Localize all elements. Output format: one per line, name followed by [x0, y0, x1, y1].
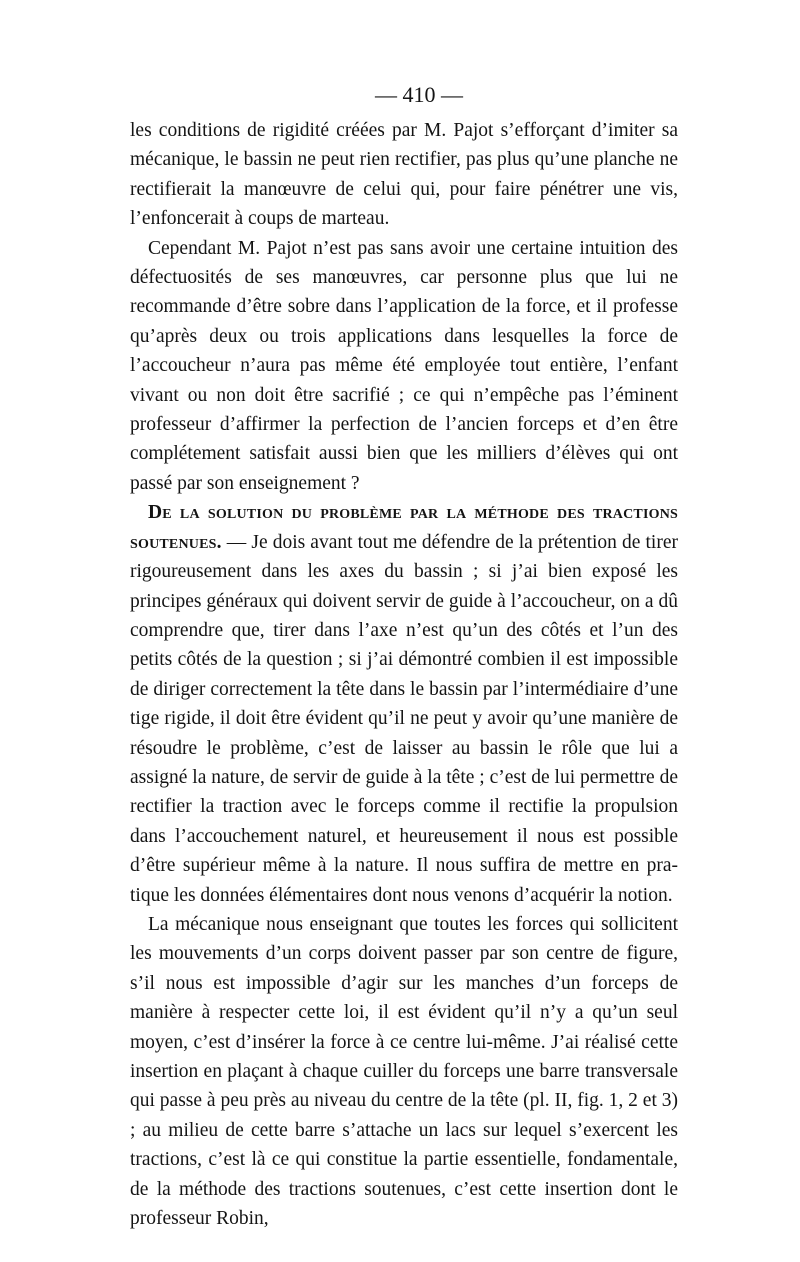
section-heading: De la solution du problème par la méthode des tractions soutenues. [130, 502, 678, 553]
paragraph-continuation: les conditions de rigidité créées par M. Pajot s’efforçant d’imiter sa mécanique, le bassin ne peut rien rectifier, pas plus qu’une planche ne rectifierait la manœuvre de celui qui, pour faire pénétrer une vis, l’enfoncerait à coups de marteau. [130, 120, 678, 230]
paragraph-mechanics: La mécanique nous enseignant que toutes les forces qui sollicitent les mouvements d’un corps doivent passer par son centre de figure, s’il nous est impossible d’agir sur les manches d’un forceps de manière à respecter cette loi, il est évident qu’il n’y a qu’un seul moyen, c’est d’insérer la force à ce centre lui-même. J’ai réalisé cette insertion en plaçant à chaque cuiller du forceps une barre transversale qui passe à peu près au niveau du centre de la tête (pl. II, fig. 1, 2 et 3) ; au milieu de cette barre s’attache un lacs sur lequel s’exercent les tractions, c’est là ce qui constitue la partie essentielle, fondamentale, de la méthode des tractions soutenues, c’est cette insertion dont le professeur Robin, [130, 913, 678, 1230]
paragraph-solution [130, 498, 678, 910]
book-page [130, 80, 678, 1233]
page-number: — 410 — [375, 82, 463, 107]
section-body: — Je dois avant tout me défendre de la prétention de tirer rigoureusement dans les axes du bassin ; si j’ai bien exposé les principes généraux qui doivent servir de guide à l’accoucheur, on a dû comprendre que, tirer dans l’axe n’est qu’un des côtés et l’un des petits côtés de la question ; si j’ai démontré combien il est impossible de diriger correctement la tête dans le bassin par l’intermédiaire d’une tige rigide, il doit être évident qu’il ne peut y avoir qu’une manière de résoudre le problème, c’est de laisser au bassin le rôle que lui a assigné la nature, de servir de guide à la tête ; c’est de lui permettre de rectifier la traction avec le forceps comme il rectifie la propulsion dans l’accouchement naturel, et heureusement il nous est possible d’être supérieur même à la nature. Il nous suffira de mettre en pratique les données élémentaires dont nous venons d’acquérir la notion. [130, 531, 678, 906]
paragraph-pajot-intuition: Cependant M. Pajot n’est pas sans avoir une certaine intuition des défectuosités de ses manœuvres, car personne plus que lui ne recommande d’être sobre dans l’application de la force, et il professe qu’après deux ou trois applications dans lesquelles la force de l’accoucheur n’aura pas même été employée tout entière, l’enfant vivant ou non doit être sacrifié ; ce qui n’empêche pas l’éminent professeur d’affirmer la perfection de l’ancien forceps et d’en être complétement satisfait aussi bien que les milliers d’élèves qui ont passé par son enseignement ? [130, 237, 678, 494]
